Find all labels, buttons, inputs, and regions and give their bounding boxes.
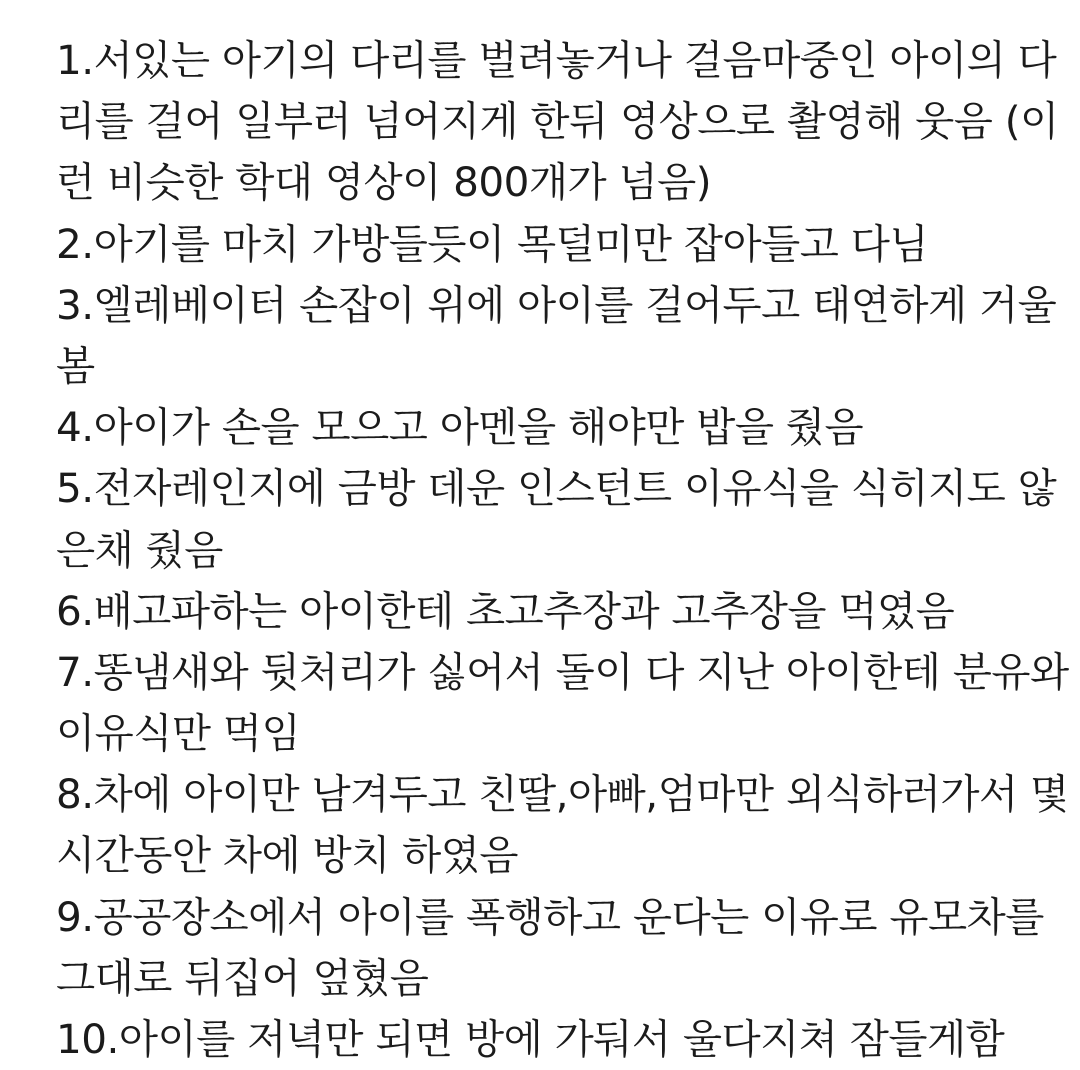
list-item-1-line-3: 런 비슷한 학대 영상이 800개가 넘음)	[56, 158, 712, 207]
list-item-8-line-1: 8.차에 아이만 남겨두고 친딸,아빠,엄마만 외식하러가서 몇	[56, 770, 1069, 819]
list-item-1	[56, 30, 1059, 214]
list-item-1-line-2: 리를 걸어 일부러 넘어지게 한뒤 영상으로 촬영해 웃음 (이	[56, 97, 1059, 146]
list-item-10-line-1: 10.아이를 저녁만 되면 방에 가둬서 울다지쳐 잠들게함	[56, 1015, 1005, 1063]
list-item-3	[56, 275, 1057, 397]
list-item-5-line-2: 은채 줬음	[56, 525, 223, 574]
abuse-list	[56, 30, 1069, 1070]
list-item-5	[56, 458, 1057, 580]
list-item-4	[56, 397, 1046, 458]
list-item-1-line-1: 1.서있는 아기의 다리를 벌려놓거나 걸음마중인 아이의 다	[56, 36, 1057, 84]
list-item-3-line-2: 봄	[56, 341, 95, 390]
list-item-2-line-1: 2.아기를 마치 가방들듯이 목덜미만 잡아들고 다님	[56, 219, 928, 268]
list-item-6-line-1: 6.배고파하는 아이한테 초고추장과 고추장을 먹였음	[56, 586, 955, 635]
list-item-7-line-2: 이유식만 먹임	[56, 709, 301, 758]
list-item-3-line-1: 3.엘레베이터 손잡이 위에 아이를 걸어두고 태연하게 거울	[56, 280, 1057, 329]
list-item-7	[56, 642, 1069, 764]
list-item-7-line-1: 7.똥냄새와 뒷처리가 싫어서 돌이 다 지난 아이한테 분유와	[56, 647, 1069, 696]
list-item-9	[56, 887, 1046, 1009]
list-item-8	[56, 764, 1069, 886]
list-item-2	[56, 214, 1046, 275]
list-item-9-line-1: 9.공공장소에서 아이를 폭행하고 운다는 이유로 유모차를	[56, 892, 1044, 941]
list-item-5-line-1: 5.전자레인지에 금방 데운 인스턴트 이유식을 식히지도 않	[56, 464, 1057, 513]
list-item-4-line-1: 4.아이가 손을 모으고 아멘을 해야만 밥을 줬음	[56, 403, 864, 452]
list-item-10	[56, 1009, 1046, 1070]
list-item-6	[56, 581, 1046, 642]
list-item-9-line-2: 그대로 뒤집어 엎혔음	[56, 953, 429, 1002]
list-item-8-line-2: 시간동안 차에 방치 하였음	[56, 831, 518, 880]
